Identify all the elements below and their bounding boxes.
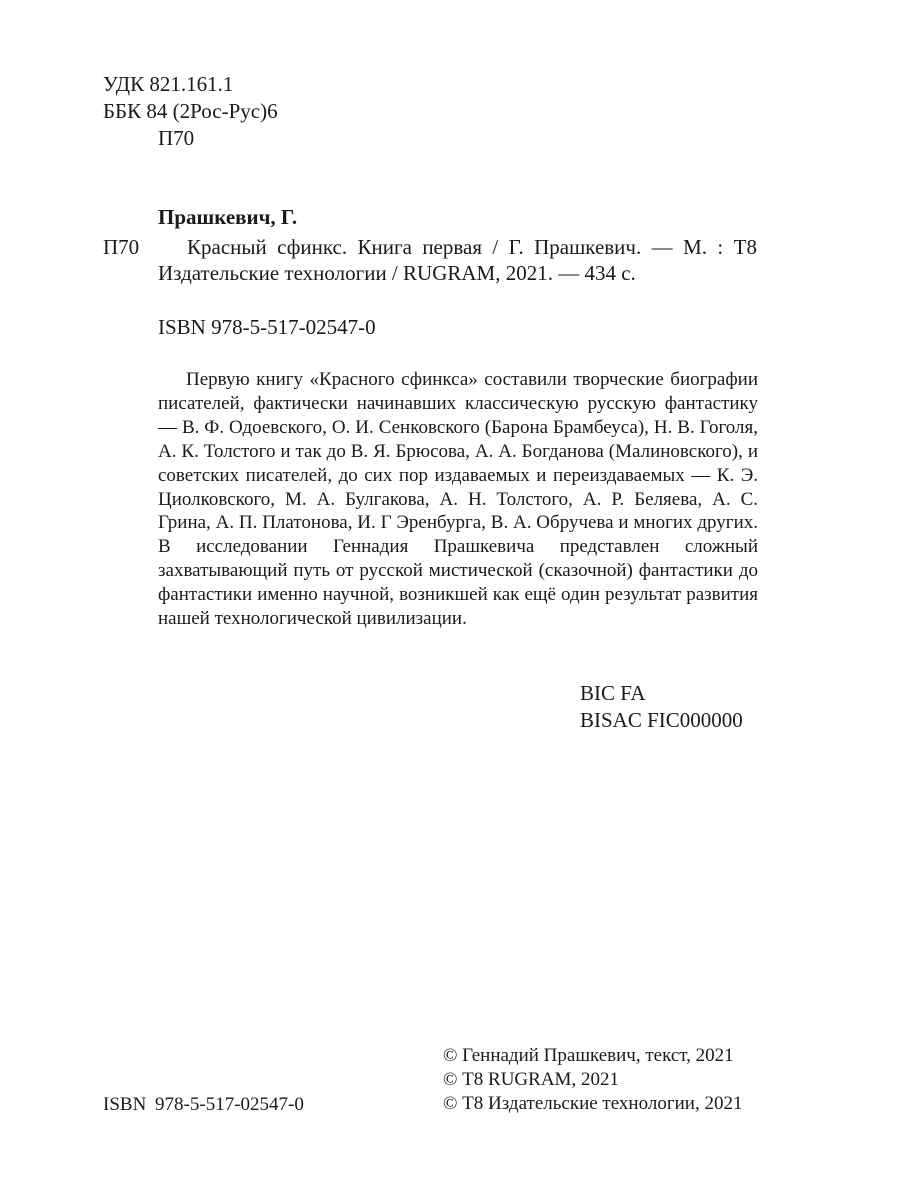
bisac-code: BISAC FIC000000: [580, 708, 743, 732]
copyright-line: © Т8 Издательские технологии, 2021: [443, 1093, 743, 1114]
author-heading: Прашкевич, Г.: [158, 205, 298, 229]
bibliographic-line-2: Издательские технологии / RUGRAM, 2021. — 434 с.: [158, 261, 636, 285]
copyright-block: [443, 1044, 773, 1116]
copyright-line: © Геннадий Прашкевич, текст, 2021: [443, 1045, 734, 1066]
bibliographic-line-1: Красный сфинкс. Книга первая / Г. Прашкевич. — М. : Т8: [187, 235, 757, 259]
author-mark: П70: [158, 126, 195, 150]
udk-code: УДК 821.161.1: [103, 72, 234, 96]
bic-code: BIC FA: [580, 681, 646, 705]
subject-codes: [580, 680, 743, 734]
copyright-line: © Т8 RUGRAM, 2021: [443, 1069, 619, 1090]
isbn-footer: ISBN 978-5-517-02547-0: [103, 1094, 304, 1115]
isbn-main: ISBN 978-5-517-02547-0: [158, 315, 376, 339]
author-mark-bibliographic: П70: [103, 235, 140, 259]
annotation-paragraph: Первую книгу «Красного сфинкса» составили творческие биографии писателей, фактически начинавших классическую русскую фантастику — В. Ф. Одоевского, О. И. Сенковского (Барона Брамбеуса), Н. В. Гоголя, А. К. Толстого и так до В. Я. Брюсова, А. А. Богданова (Малиновского), и советских писателей, до сих пор издаваемых и переиздаваемых — К. Э. Циолковского, М. А. Булгакова, А. Н. Толстого, А. Р. Беляева, А. С. Грина, А. П. Платонова, И. Г Эренбурга, В. А. Обручева и многих других. В исследовании Геннадия Прашкевича представлен сложный захватывающий путь от русской мистической (сказочной) фантастики до фантастики именно научной, возникшей как ещё один результат развития нашей технологической цивилизации.: [158, 369, 758, 630]
bbk-code: ББК 84 (2Рос-Рус)6: [103, 99, 278, 123]
